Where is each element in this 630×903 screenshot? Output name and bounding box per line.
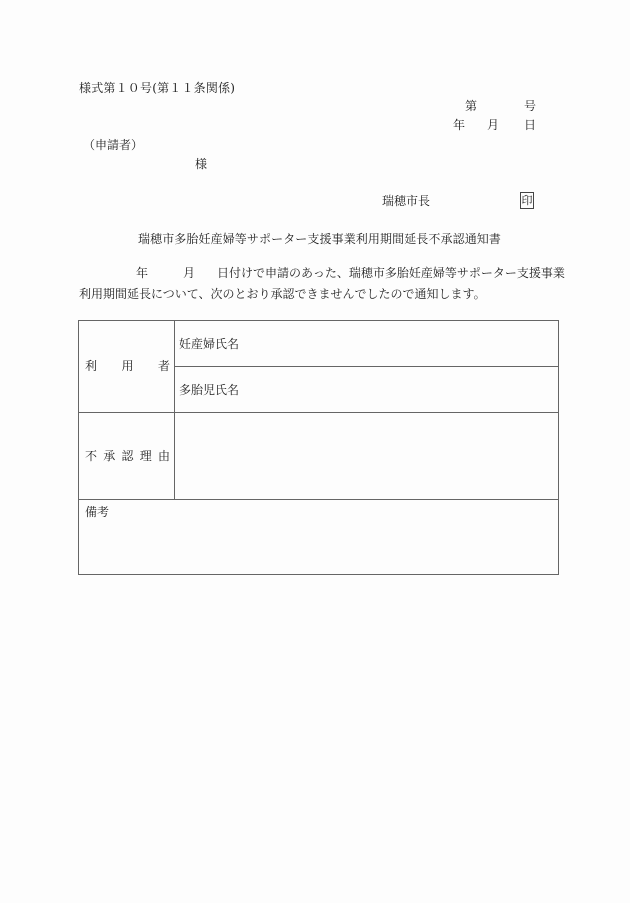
label-char: 由 bbox=[157, 449, 170, 463]
label-char: 者 bbox=[157, 359, 170, 373]
document-title: 瑞穂市多胎妊産婦等サポーター支援事業利用期間延長不承認通知書 bbox=[138, 232, 502, 246]
row-divider bbox=[79, 412, 558, 413]
row-divider bbox=[174, 366, 558, 367]
date-year: 年 bbox=[453, 118, 466, 132]
issuer: 瑞穂市長 bbox=[382, 194, 431, 208]
honorific: 様 bbox=[195, 157, 208, 171]
multiple-child-name-label: 多胎児氏名 bbox=[179, 383, 240, 397]
body-month: 月 bbox=[183, 266, 196, 280]
applicant-label: （申請者） bbox=[83, 138, 144, 152]
body-line-2: 利用期間延長について、次のとおり承認できませんでしたので通知します。 bbox=[79, 287, 486, 301]
remarks-label: 備考 bbox=[85, 505, 110, 519]
doc-number-suffix: 号 bbox=[524, 99, 537, 113]
pregnant-name-label: 妊産婦氏名 bbox=[179, 337, 240, 351]
label-char: 用 bbox=[121, 359, 134, 373]
form-number: 様式第１０号(第１１条関係) bbox=[79, 81, 236, 95]
doc-number-prefix: 第 bbox=[465, 99, 478, 113]
seal-icon: 印 bbox=[521, 194, 533, 207]
column-divider bbox=[174, 321, 175, 499]
row-divider bbox=[79, 499, 558, 500]
label-char: 利 bbox=[85, 359, 98, 373]
label-char: 承 bbox=[103, 449, 116, 463]
reason-label bbox=[85, 449, 170, 463]
body-line-1-text: 日付けで申請のあった、瑞穂市多胎妊産婦等サポーター支援事業 bbox=[217, 266, 565, 280]
date-month: 月 bbox=[487, 118, 500, 132]
label-char: 不 bbox=[85, 449, 98, 463]
user-label bbox=[85, 359, 170, 373]
notice-table bbox=[78, 320, 559, 575]
body-year: 年 bbox=[136, 266, 149, 280]
label-char: 認 bbox=[121, 449, 134, 463]
date-day: 日 bbox=[524, 118, 537, 132]
label-char: 理 bbox=[139, 449, 152, 463]
